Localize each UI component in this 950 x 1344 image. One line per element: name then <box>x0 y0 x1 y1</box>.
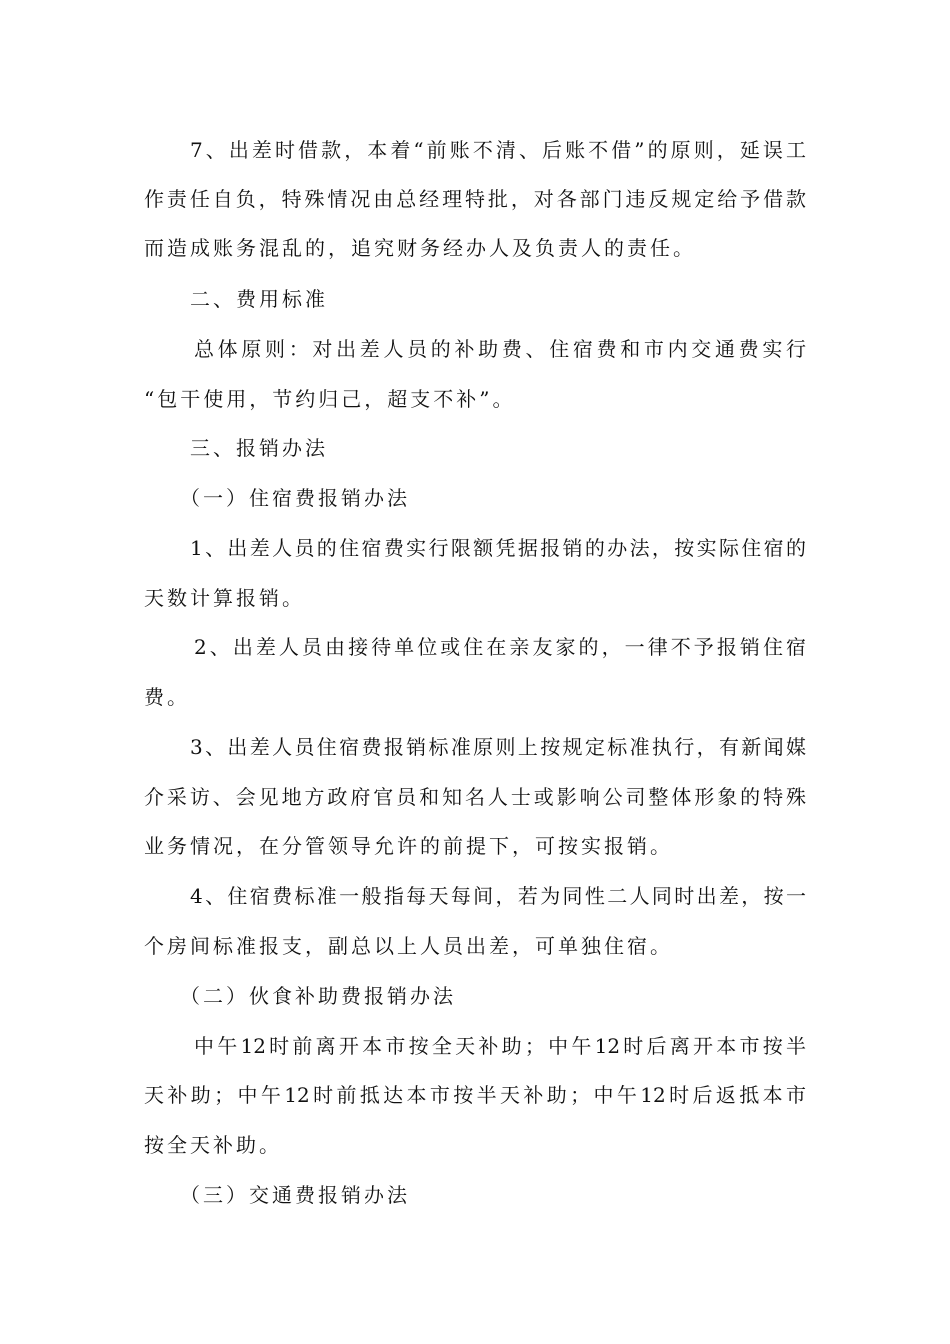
subsection-heading: （一）住宿费报销办法 <box>180 486 410 510</box>
paragraph-line: 2、出差人员由接待单位或住在亲友家的，一律不予报销住宿 <box>194 635 806 659</box>
paragraph-line: 总体原则：对出差人员的补助费、住宿费和市内交通费实行 <box>194 337 806 361</box>
paragraph-line: 中午12时前离开本市按全天补助；中午12时后离开本市按半 <box>194 1034 806 1058</box>
paragraph-line: 介采访、会见地方政府官员和知名人士或影响公司整体形象的特殊 <box>144 785 806 809</box>
subsection-heading: （二）伙食补助费报销办法 <box>180 984 456 1008</box>
section-heading: 三、报销办法 <box>190 436 328 460</box>
paragraph-line: 费。 <box>144 685 190 709</box>
paragraph-line: 7、出差时借款，本着“前账不清、后账不借”的原则，延误工 <box>190 138 806 162</box>
paragraph-line: 业务情况，在分管领导允许的前提下，可按实报销。 <box>144 834 673 858</box>
paragraph-line: 个房间标准报支，副总以上人员出差，可单独住宿。 <box>144 934 673 958</box>
paragraph-line: 按全天补助。 <box>144 1133 282 1157</box>
paragraph-line: 天数计算报销。 <box>144 586 305 610</box>
paragraph-line: 作责任自负，特殊情况由总经理特批，对各部门违反规定给予借款 <box>144 187 806 211</box>
paragraph-line: 1、出差人员的住宿费实行限额凭据报销的办法，按实际住宿的 <box>190 536 806 560</box>
section-heading: 二、费用标准 <box>190 287 328 311</box>
paragraph-line: 天补助；中午12时前抵达本市按半天补助；中午12时后返抵本市 <box>144 1083 806 1107</box>
paragraph-line: 4、住宿费标准一般指每天每间，若为同性二人同时出差，按一 <box>190 884 806 908</box>
subsection-heading: （三）交通费报销办法 <box>180 1183 410 1207</box>
paragraph-line: 而造成账务混乱的，追究财务经办人及负责人的责任。 <box>144 236 696 260</box>
paragraph-line: “包干使用，节约归己，超支不补”。 <box>144 387 516 411</box>
paragraph-line: 3、出差人员住宿费报销标准原则上按规定标准执行，有新闻媒 <box>190 735 806 759</box>
